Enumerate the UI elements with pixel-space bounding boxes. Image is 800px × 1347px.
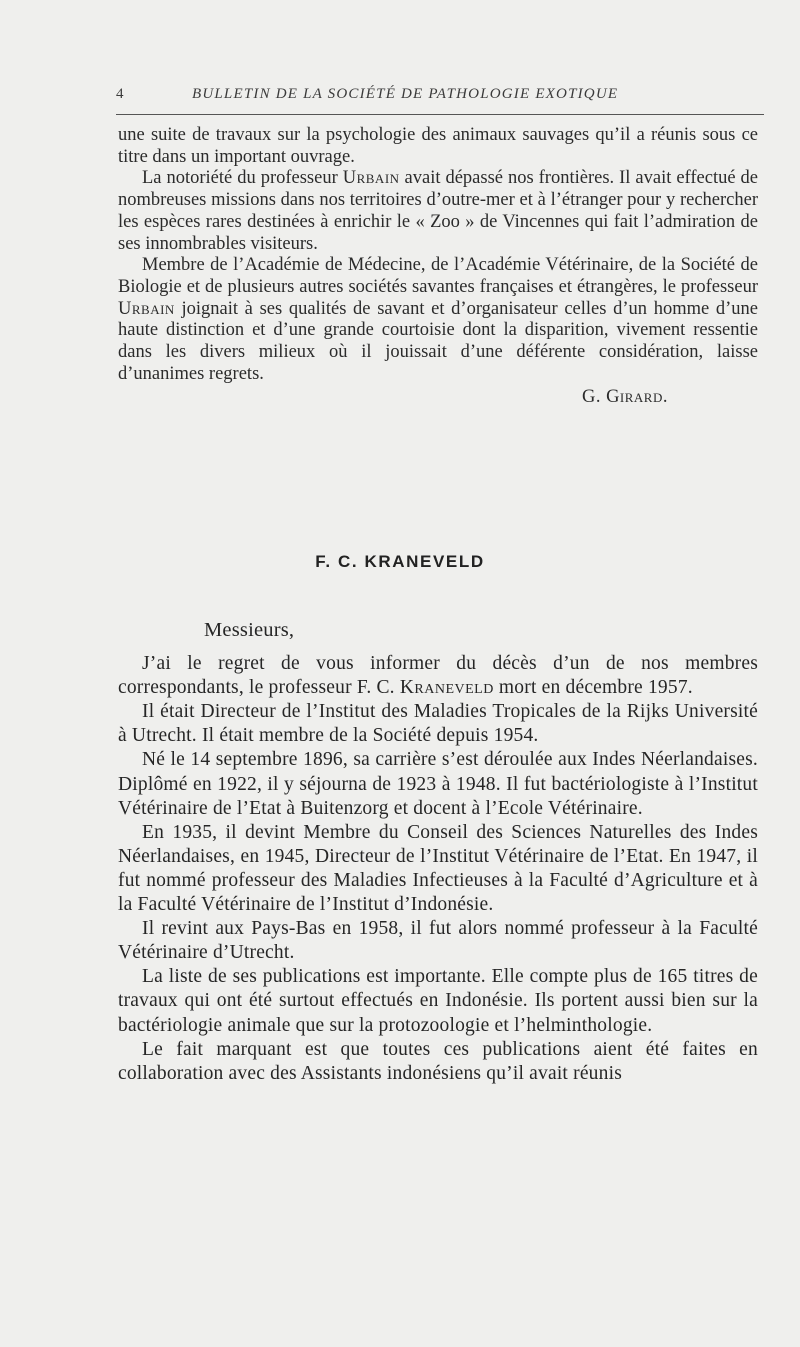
- salutation: Messieurs,: [204, 619, 295, 641]
- paragraph: En 1935, il devint Membre du Conseil des Sciences Naturelles des Indes Néerlandaises, en 1945, Directeur de l’Institut Vétérinaire de l’Etat. En 1947, il fut nommé professeur des Maladies Infectieuses à la Faculté d’Agriculture et à la Faculté Vétérinaire de l’Institut d’Indonésie.: [118, 821, 758, 916]
- person-name: Kraneveld: [399, 677, 494, 699]
- paragraph: une suite de travaux sur la psychologie des animaux sauvages qu’il a réunis sous ce titre dans un important ouvrage.: [118, 125, 758, 167]
- page-number: 4: [116, 86, 125, 102]
- paragraph: Il était Directeur de l’Institut des Maladies Tropicales de la Rijks Université à Utrecht. Il était membre de la Société depuis 1954.: [118, 701, 758, 747]
- paragraph: Membre de l’Académie de Médecine, de l’Académie Vétérinaire, de la Société de Biologie et de plusieurs autres sociétés savantes françaises et étrangères, le professeur Urbain joignait à ses qualités de savant et d’organisateur celles d’un homme d’une haute distinction et d’une grande courtoisie dont la disparition, vivement ressentie dans les divers milieux où il jouissait d’une déférente considération, laisse d’unanimes regrets.: [118, 255, 758, 384]
- paragraph: Le fait marquant est que toutes ces publications aient été faites en collaboration avec des Assistants indonésiens qu’il avait réunis: [118, 1038, 758, 1084]
- running-title: BULLETIN DE LA SOCIÉTÉ DE PATHOLOGIE EXOTIQUE: [192, 86, 619, 102]
- person-name: Urbain: [118, 298, 175, 319]
- person-name: Urbain: [342, 168, 400, 189]
- urbain-obituary-text: [118, 125, 758, 409]
- paragraph: Il revint aux Pays-Bas en 1958, il fut alors nommé professeur à la Faculté Vétérinaire d’Utrecht.: [118, 918, 758, 964]
- header-rule: [116, 114, 764, 115]
- paragraph: J’ai le regret de vous informer du décès d’un de nos membres correspondants, le professeur F. C. Kraneveld mort en décembre 1957.: [118, 653, 758, 699]
- signature: G. Girard.: [581, 387, 668, 408]
- paragraph: Né le 14 septembre 1896, sa carrière s’est déroulée aux Indes Néerlandaises. Diplômé en 1922, il y séjourna de 1923 à 1948. Il fut bactériologiste à l’Institut Vétérinaire de l’Etat à Buitenzorg et docent à l’Ecole Vétérinaire.: [118, 749, 758, 819]
- kraneveld-obituary-text: [118, 618, 758, 1086]
- paragraph: La notoriété du professeur Urbain avait dépassé nos frontières. Il avait effectué de nombreuses missions dans nos territoires d’outre-mer et à l’étranger pour y rechercher les espèces rares destinées à enrichir le « Zoo » de Vincennes qui fait l’admiration de ses innombrables visiteurs.: [118, 168, 758, 254]
- section-title: F. C. KRANEVELD: [315, 552, 485, 571]
- paragraph: La liste de ses publications est importante. Elle compte plus de 165 titres de travaux qui ont été surtout effectués en Indonésie. Ils portent aussi bien sur la bactériologie animale que sur la protozoologie et l’helminthologie.: [118, 966, 758, 1036]
